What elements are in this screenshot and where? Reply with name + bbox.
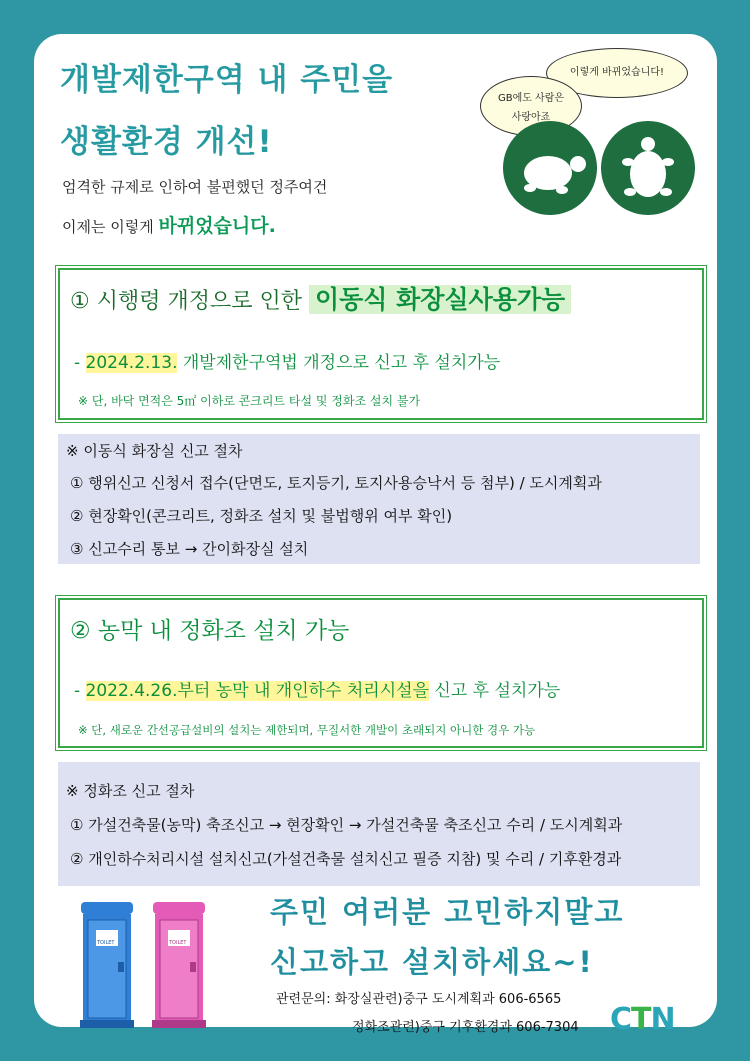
blue-toilet-icon — [78, 902, 136, 1030]
procedure1-item: ② 현장확인(콘크리트, 정화조 설치 및 불법행위 여부 확인) — [70, 507, 453, 525]
section1-heading-prefix: ① 시행령 개정으로 인한 — [70, 289, 302, 314]
pink-toilet-icon — [150, 902, 208, 1030]
ctn-logo-n: N — [650, 1002, 675, 1037]
procedure1-panel — [58, 434, 700, 564]
section2-note: ※ 단, 새로운 간선공급설비의 설치는 제한되며, 무질서한 개발이 초래되지 아니한 경우 가능 — [78, 723, 536, 737]
section1-heading — [70, 280, 571, 316]
page-title-line2: 생활환경 개선! — [60, 124, 273, 160]
ctn-logo-t: T — [631, 1002, 651, 1037]
turtle-logos-icon — [500, 118, 696, 218]
section1-line-highlight: 2024.2.13. — [85, 353, 178, 373]
ctn-logo-c: C — [610, 1002, 632, 1037]
page-title-line1: 개발제한구역 내 주민을 — [60, 62, 394, 98]
speech-bubble-left-line1: GB에도 사람은 — [497, 93, 565, 104]
section1-heading-highlight: 이동식 화장실사용가능 — [309, 285, 571, 314]
speech-bubble-right-text: 이렇게 바뀌었습니다! — [569, 67, 665, 78]
section2-line-highlight: 2022.4.26.부터 농막 내 개인하수 처리시설을 — [85, 681, 429, 701]
procedure2-item: ① 가설건축물(농막) 축조신고 → 현장확인 → 가설건축물 축조신고 수리 / 도시계획과 — [70, 816, 623, 834]
section1-note: ※ 단, 바닥 면적은 5㎡ 이하로 콘크리트 타설 및 정화조 설치 불가 — [78, 394, 421, 408]
contact-line1: 관련문의: 화장실관련)중구 도시계획과 606-6565 — [276, 992, 562, 1007]
bottom-message-line1: 주민 여러분 고민하지말고 — [270, 895, 625, 929]
ctn-logo — [610, 1002, 675, 1037]
section2-line-rest: 신고 후 설치가능 — [429, 681, 561, 701]
pink-toilet-label: TOILET — [169, 940, 187, 946]
intro-line1: 엄격한 규제로 인하여 불편했던 정주여건 — [62, 178, 328, 196]
contact-line2: 정화조관련)중구 기후환경과 606-7304 — [352, 1020, 579, 1035]
procedure2-item: ② 개인하수처리시설 설치신고(가설건축물 설치신고 필증 지참) 및 수리 / 기후환경과 — [70, 850, 622, 868]
procedure2-panel — [58, 762, 700, 886]
section1-line-rest: 개발제한구역법 개정으로 신고 후 설치가능 — [177, 353, 501, 373]
procedure1-title: ※ 이동식 화장실 신고 절차 — [66, 442, 243, 460]
poster-page — [34, 34, 717, 1037]
blue-toilet-label: TOILET — [97, 940, 115, 946]
bottom-message-line2: 신고하고 설치하세요~! — [270, 945, 594, 979]
section1-line — [74, 348, 500, 373]
intro-line2 — [62, 211, 276, 238]
speech-bubble-left-line2: 사랑아죠 — [511, 112, 551, 123]
section2-line — [74, 676, 560, 701]
procedure1-item: ③ 신고수리 통보 → 간이화장실 설치 — [70, 540, 309, 558]
procedure1-item: ① 행위신고 신청서 접수(단면도, 토지등기, 토지사용승낙서 등 첨부) / 도시계획과 — [70, 474, 602, 492]
section2-heading: ② 농막 내 정화조 설치 가능 — [70, 618, 350, 644]
section1-line-prefix: - — [74, 353, 86, 373]
intro-line2-highlight: 바뀌었습니다. — [158, 215, 276, 237]
intro-line2-prefix: 이제는 이렇게 — [62, 218, 154, 236]
procedure2-title: ※ 정화조 신고 절차 — [66, 782, 195, 800]
section2-line-prefix: - — [74, 681, 86, 701]
